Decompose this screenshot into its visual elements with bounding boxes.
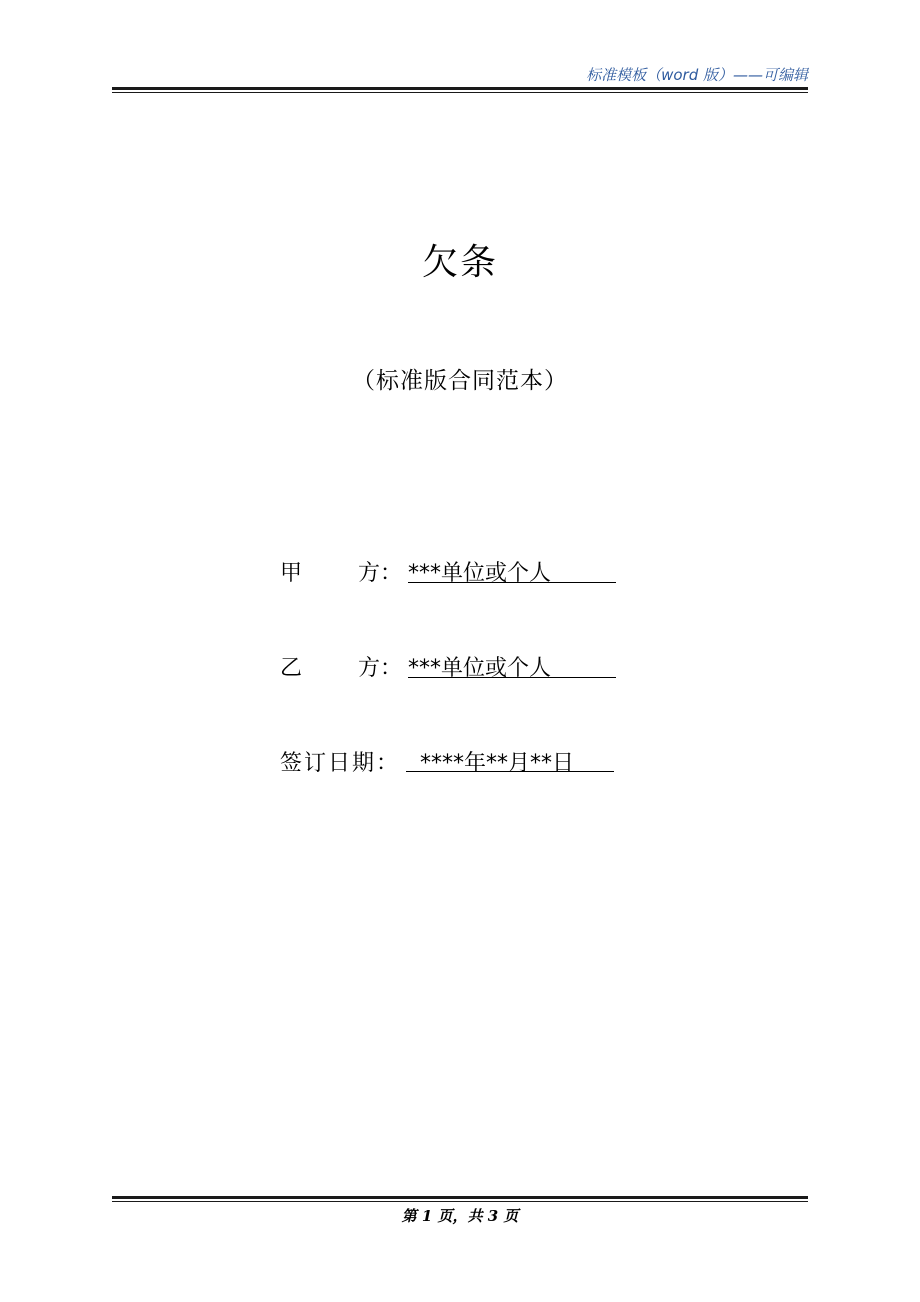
page-number: 第 1 页，共 3 页 (401, 1207, 519, 1225)
footer-rule-thin (112, 1201, 808, 1202)
party-a-label (280, 556, 403, 587)
party-b-label-suffix: 方： (358, 656, 403, 681)
party-a-value[interactable]: ***单位或个人 (408, 556, 616, 583)
document-title: 欠条 (421, 242, 498, 283)
footer-rule (112, 1196, 808, 1199)
document-subtitle: （标准版合同范本） (352, 368, 568, 394)
sign-date-label: 签订日期： (280, 751, 401, 776)
party-b-label (280, 651, 403, 682)
header-rule-thin (112, 92, 808, 93)
party-a-label-suffix: 方： (358, 561, 403, 586)
header-rule (112, 87, 808, 90)
party-b-value[interactable]: ***单位或个人 (408, 651, 616, 678)
sign-date-value[interactable]: ****年**月**日 (406, 746, 614, 772)
party-a-label-char: 甲 (280, 561, 303, 586)
header-label: 标准模板（word 版）——可编辑 (586, 66, 808, 84)
party-b-label-char: 乙 (280, 656, 303, 681)
